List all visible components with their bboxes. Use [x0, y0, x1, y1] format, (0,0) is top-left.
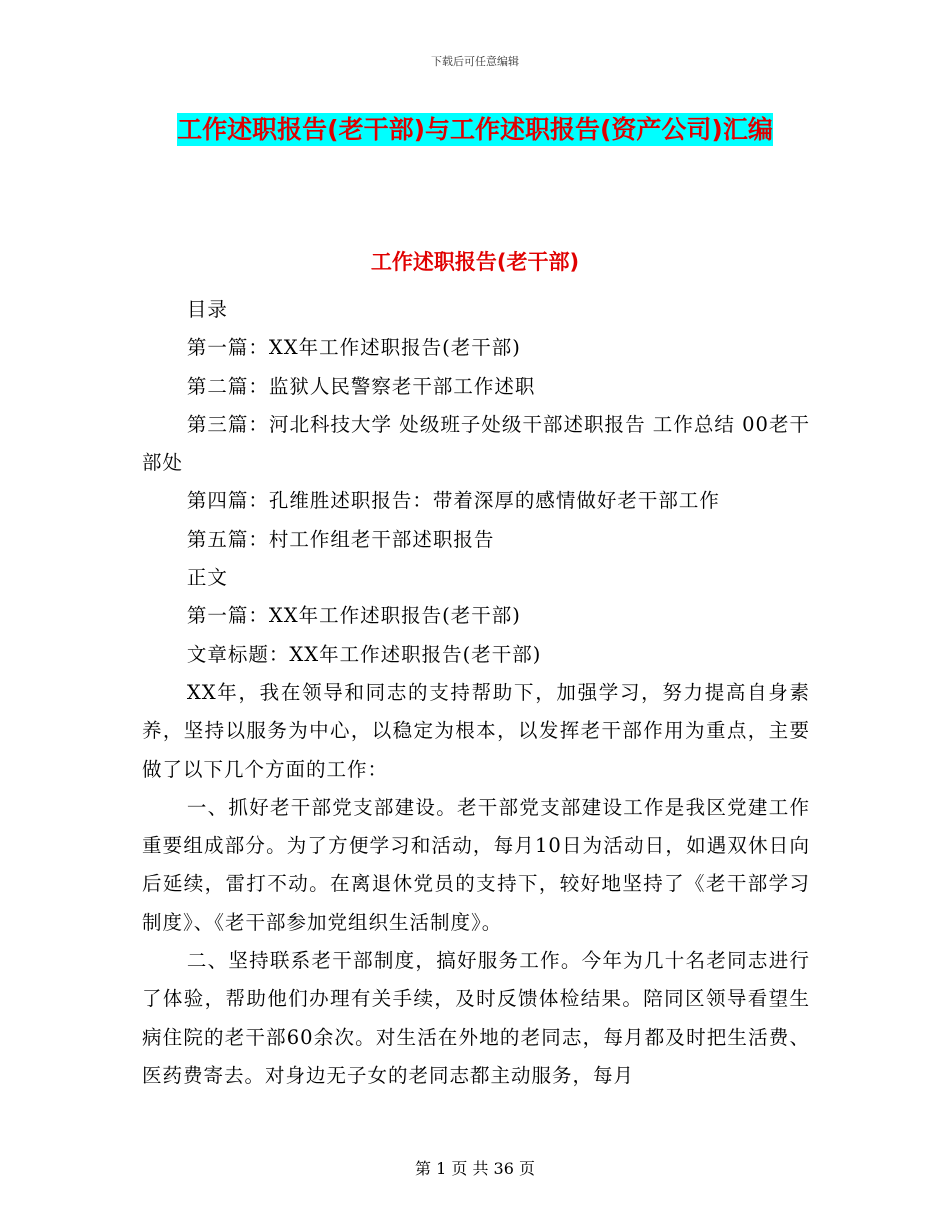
- body-heading: 正文: [186, 566, 228, 590]
- chapter-heading: 第一篇：XX年工作述职报告(老干部): [186, 604, 521, 628]
- body-paragraph: XX年，我在领导和同志的支持帮助下，加强学习，努力提高自身素养，坚持以服务为中心，以稳定为根本，以发挥老干部作用为重点，主要做了以下几个方面的工作：: [142, 680, 810, 781]
- document-title: [140, 108, 810, 152]
- toc-item-5: 第五篇：村工作组老干部述职报告: [186, 527, 495, 551]
- toc-heading: 目录: [186, 298, 228, 321]
- body-paragraph: 二、坚持联系老干部制度，搞好服务工作。今年为几十名老同志进行了体验，帮助他们办理有关手续，及时反馈体检结果。陪同区领导看望生病住院的老干部60余次。对生活在外地的老同志，每月都及时把生活费、医药费寄去。对身边无子女的老同志都主动服务，每月: [142, 949, 810, 1087]
- toc-item-2: 第二篇：监狱人民警察老干部工作述职: [186, 374, 536, 398]
- page-number-footer: 第 1 页 共 36 页: [415, 1159, 535, 1178]
- toc-item-3: 第三篇：河北科技大学 处级班子处级干部述职报告 工作总结 00老干部处: [142, 412, 810, 475]
- article-title: 文章标题：XX年工作述职报告(老干部): [186, 642, 542, 666]
- document-body: [142, 291, 810, 1095]
- toc-item-4: 第四篇：孔维胜述职报告：带着深厚的感情做好老干部工作: [186, 489, 720, 513]
- section-title: 工作述职报告(老干部): [370, 250, 580, 274]
- document-title-text: 工作述职报告(老干部)与工作述职报告(资产公司)汇编: [177, 115, 773, 144]
- header-note: 下载后可任意编辑: [431, 55, 519, 68]
- body-paragraph: 一、抓好老干部党支部建设。老干部党支部建设工作是我区党建工作重要组成部分。为了方便学习和活动，每月10日为活动日，如遇双休日向后延续，雷打不动。在离退休党员的支持下，较好地坚持了《老干部学习制度》、《老干部参加党组织生活制度》。: [142, 795, 810, 934]
- toc-item-1: 第一篇：XX年工作述职报告(老干部): [186, 336, 521, 360]
